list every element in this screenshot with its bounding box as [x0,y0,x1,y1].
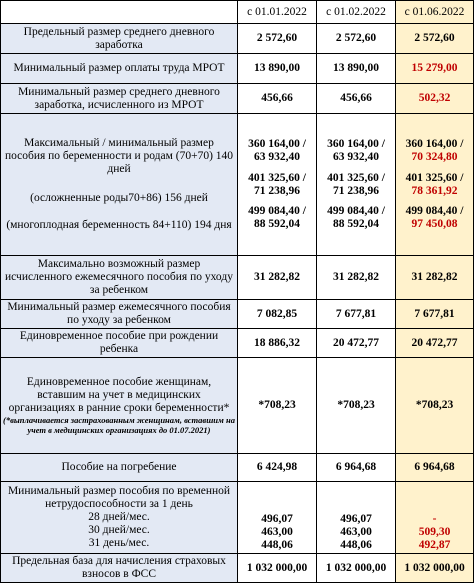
value-cell: 2 572,60 [317,24,396,54]
sick-leave-30: 463,00 [261,526,293,539]
value-cell-maternity-highlight [396,114,474,256]
value-cell: 6 424,98 [238,454,317,482]
value-cell-sick-leave [238,482,317,554]
maternity-max-140: 360 164,00 / [248,137,306,150]
value-cell: *708,23 [238,358,317,454]
value-cell: 7 677,81 [317,300,396,329]
maternity-label-complicated: (осложненные роды70+86) 156 дней [30,192,208,205]
value-cell: 31 282,82 [317,256,396,300]
header-row [1,1,474,24]
value-cell: 456,66 [317,84,396,114]
sick-leave-30: 463,00 [340,526,372,539]
value-cell-highlight: 31 282,82 [396,256,474,300]
value-cell: 31 282,82 [238,256,317,300]
value-cell: 456,66 [238,84,317,114]
maternity-min-194: 88 592,04 [333,218,379,231]
maternity-label-multiple: (многоплодная беременность 84+110) 194 дня [6,219,232,232]
value-cell-maternity [317,114,396,256]
value-cell: 13 890,00 [238,54,317,84]
row-label: Единовременное пособие при рождении ребенка [1,329,238,358]
row-label: Пособие на погребение [1,454,238,482]
maternity-max-156: 401 325,60 / [248,171,306,184]
value-cell-changed: 502,32 [396,84,474,114]
row-label: Максимально возможный размер исчисленного ежемесячного пособия по уходу за ребенком [1,256,238,300]
maternity-min-156: 71 238,96 [333,184,379,197]
value-cell: 1 032 000,00 [238,554,317,583]
row-label: Минимальный размер ежемесячного пособия по уходу за ребенком [1,300,238,329]
sick-leave-label-28: 28 дней/мес. [88,511,150,524]
table-row-early-registration [1,358,474,454]
row-label: Предельная база для начисления страховых взносов в ФСС [1,554,238,583]
maternity-max-194: 499 084,40 / [327,205,385,218]
value-cell: *708,23 [317,358,396,454]
value-cell: 2 572,60 [238,24,317,54]
sick-leave-31-changed: 492,87 [418,539,451,552]
maternity-min-140-changed: 70 324,80 [411,150,458,163]
value-cell: 1 032 000,00 [317,554,396,583]
sick-leave-31: 448,06 [340,539,372,552]
value-cell-highlight: 1 032 000,00 [396,554,474,583]
table-row [1,300,474,329]
value-cell-changed: 15 279,00 [396,54,474,84]
sick-leave-label-main: Минимальный размер пособия по временной нетрудоспособности за 1 день [7,485,231,511]
maternity-min-156: 71 238,96 [254,184,300,197]
table-row [1,84,474,114]
value-cell: 6 964,68 [317,454,396,482]
maternity-min-194: 88 592,04 [254,218,300,231]
maternity-min-156-changed: 78 361,92 [411,184,458,197]
value-cell-sick-leave-highlight [396,482,474,554]
maternity-label-main: Максимальный / минимальный размер пособия по беременности и родам (70+70) 140 дней [4,136,234,175]
maternity-min-140: 63 932,40 [254,150,300,163]
table-row [1,24,474,54]
table-row-sick-leave [1,482,474,554]
row-label-sick-leave [1,482,238,554]
row-label: Предельный размер среднего дневного заработка [1,24,238,54]
value-cell: 18 886,32 [238,329,317,358]
value-cell-highlight: 7 677,81 [396,300,474,329]
maternity-max-194: 499 084,40 / [248,205,306,218]
sick-leave-31: 448,06 [261,539,293,552]
row-label-early-registration [1,358,238,454]
header-empty-cell [1,1,238,24]
sick-leave-label-30: 30 дней/мес. [88,523,150,536]
table-row [1,54,474,84]
row-label: Минимальный размер оплаты труда МРОТ [1,54,238,84]
maternity-max-156: 401 325,60 / [327,171,385,184]
value-cell: 7 082,85 [238,300,317,329]
value-cell: 13 890,00 [317,54,396,84]
maternity-min-194-changed: 97 450,08 [411,218,458,231]
sick-leave-28: 496,07 [261,513,293,526]
header-date-2: с 01.02.2022 [317,1,396,24]
value-cell-highlight: 6 964,68 [396,454,474,482]
maternity-max-140: 360 164,00 / [327,137,385,150]
maternity-max-156: 401 325,60 / [405,171,464,184]
sick-leave-label-31: 31 день/мес. [88,536,150,549]
row-label-maternity [1,114,238,256]
value-cell-sick-leave [317,482,396,554]
early-registration-footnote: (*выплачивается застрахованным женщинам, вставшим на учет в медицинских организациях до 01.07.2021) [3,415,235,435]
sick-leave-28: 496,07 [340,513,372,526]
sick-leave-30-changed: 509,30 [418,526,451,539]
value-cell-highlight: 2 572,60 [396,24,474,54]
table-row [1,256,474,300]
table-row-maternity [1,114,474,256]
maternity-max-194: 499 084,40 / [405,205,464,218]
table-row [1,329,474,358]
header-date-1: с 01.01.2022 [238,1,317,24]
maternity-max-140: 360 164,00 / [405,137,464,150]
sick-leave-28-changed: - [432,513,437,526]
value-cell-maternity [238,114,317,256]
value-cell-highlight: 20 472,77 [396,329,474,358]
table-row [1,554,474,583]
value-cell-highlight: *708,23 [396,358,474,454]
row-label: Минимальный размер среднего дневного заработка, исчисленного из МРОТ [1,84,238,114]
maternity-min-140: 63 932,40 [333,150,379,163]
value-cell: 20 472,77 [317,329,396,358]
header-date-3: с 01.06.2022 [396,1,474,24]
early-registration-label: Единовременное пособие женщинам, вставшим на учет в медицинских организациях в ранние сроки беременности* [8,375,230,414]
table-row [1,454,474,482]
